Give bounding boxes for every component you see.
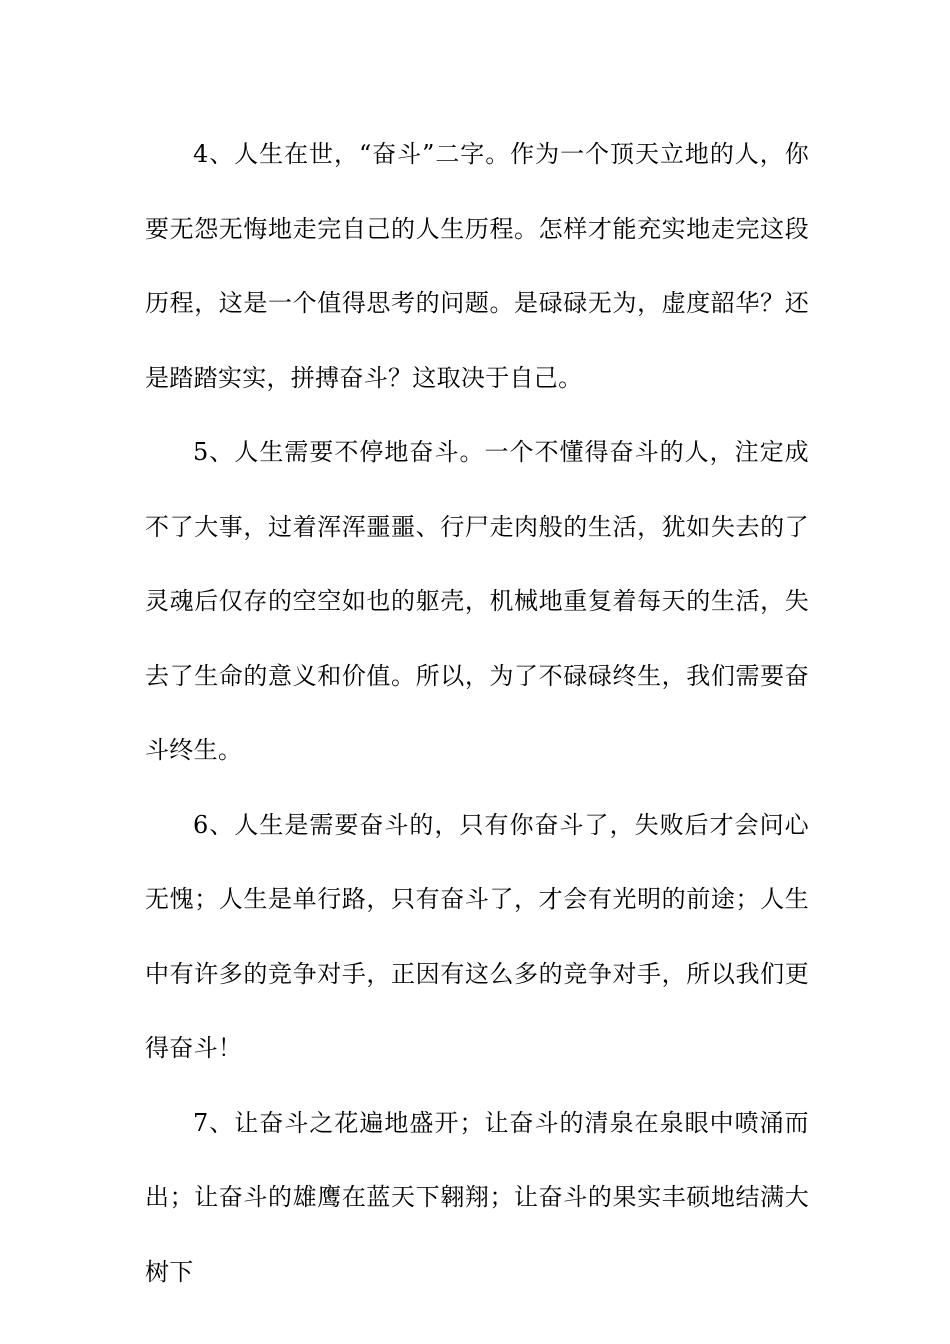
- paragraph-6: 6、人生是需要奋斗的，只有你奋斗了，失败后才会问心无愧；人生是单行路，只有奋斗了，才会有光明的前途；人生中有许多的竞争对手，正因有这么多的竞争对手，所以我们更得奋斗！: [145, 810, 809, 1062]
- paragraph-5: 5、人生需要不停地奋斗。一个不懂得奋斗的人，注定成不了大事，过着浑浑噩噩、行尸走肉般的生活，犹如失去的了灵魂后仅存的空空如也的躯壳，机械地重复着每天的生活，失去了生命的意义和价值。所以，为了不碌碌终生，我们需要奋斗终生。: [145, 438, 809, 764]
- document-body: [145, 117, 809, 1309]
- paragraph-4: 4、人生在世，“奋斗”二字。作为一个顶天立地的人，你要无怨无悔地走完自己的人生历程。怎样才能充实地走完这段历程，这是一个值得思考的问题。是碌碌无为，虚度韶华？还是踏踏实实，拼搏奋斗？这取决于自己。: [145, 140, 809, 392]
- paragraph-7: 7、让奋斗之花遍地盛开；让奋斗的清泉在泉眼中喷涌而出；让奋斗的雄鹰在蓝天下翱翔；让奋斗的果实丰硕地结满大树下: [145, 1108, 809, 1286]
